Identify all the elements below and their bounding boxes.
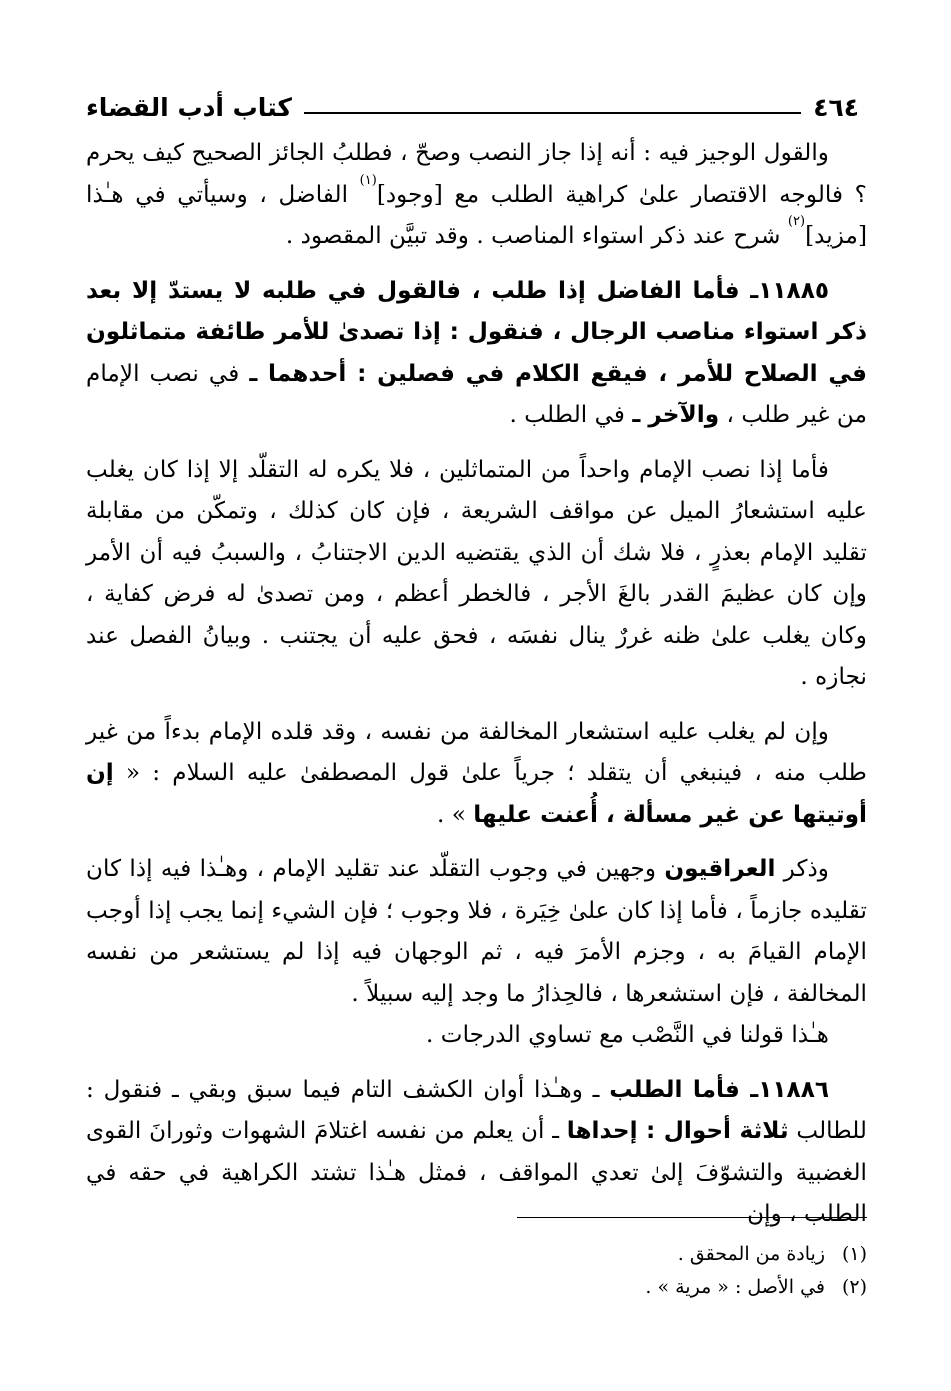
page-number: ٤٦٤ (813, 93, 859, 122)
paragraph-text: في نصب الإمام من غير طلب ، (86, 359, 867, 428)
paragraph-text: وذكر (775, 855, 830, 882)
footnote-number: (١) (841, 1243, 867, 1265)
bold-term: والآخر ـ (632, 401, 720, 428)
footnotes (86, 1238, 867, 1304)
main-text (86, 132, 867, 1235)
footnote-1 (86, 1238, 867, 1271)
paragraph-hadith (86, 711, 867, 836)
section-heading-11886: ١١٨٨٦ـ فأما الطلب (609, 1075, 829, 1103)
paragraph-text: في الطلب . (509, 401, 633, 428)
bold-term: ثلاثة أحوال : إحداها (566, 1117, 789, 1144)
footnote-ref-1: (١) (359, 172, 377, 188)
footnote-text: زيادة من المحقق . (677, 1243, 825, 1265)
hadith-quote: إن أوتيتها عن غير مسألة ، أُعنت عليها (86, 759, 867, 828)
section-heading-11885: ١١٨٨٥ـ فأما الفاضل إذا طلب ، فالقول في طلبه لا يستدّ إلا بعد ذكر استواء مناصب الرجال ، فنقول : إذا تصدىٰ للأمر طائفة متماثلون في الصلاح للأمر ، فيقع الكلام في فصلين : أحدهما ـ (86, 276, 867, 387)
running-header (86, 80, 859, 120)
paragraph-text: » . (436, 800, 474, 828)
paragraph-text: شرح عند ذكر استواء المناصب . وقد تبيَّن المقصود . (285, 222, 788, 249)
paragraph-text: وجهين في وجوب التقلّد عند تقليد الإمام ، وهـٰذا فيه إذا كان تقليده جازماً ، فأما إذا كان علىٰ خِيَرة ، فلا وجوب ؛ فإن الشيء إنما يجب إذا أوجب الإمام القيامَ به ، وجزم الأمرَ فيه ، ثم الوجهان فيه إذا لم يستشعر من نفسه المخالفة ، فإن استشعرها ، فالحِذارُ ما وجد إليه سبيلاً . (86, 855, 867, 1007)
paragraph-text: وإن لم يغلب عليه استشعار المخالفة من نفسه ، وقد قلده الإمام بدءاً من غير طلب منه ، فينبغي أن يتقلد ؛ جرياً علىٰ قول المصطفىٰ عليه السلام : « (86, 717, 867, 786)
footnote-ref-2: (٢) (787, 214, 806, 229)
footnote-text: في الأصل : « مرية » . (645, 1276, 825, 1298)
paragraph-appointment: فأما إذا نصب الإمام واحداً من المتماثلين ، فلا يكره له التقلّد إلا إذا كان يغلب عليه استشعارُ الميل عن مواقف الشريعة ، فإن كان كذلك ، وتمكّن من مقابلة تقليد الإمام بعذرٍ ، فلا شك أن الذي يقتضيه الدين الاجتنابُ ، والسببُ فيه أن الأمر وإن كان عظيمَ القدر بالغَ الأجر ، فالخطر أعظم ، ومن تصدىٰ له فرض كفاية ، وكان يغلب علىٰ ظنه غررٌ ينال نفسَه ، فحق عليه أن يجتنب . وبيانُ الفصل عند نجازه . (86, 455, 867, 690)
paragraph-text: الفاضل ، وسيأتي في هـٰذا [مزيد] (86, 180, 867, 249)
paragraph-11885 (86, 270, 867, 436)
paragraph-text: ـ أن يعلم من نفسه اغتلامَ الشهوات وثورانَ القوى الغضبية والتشوّفَ إلىٰ تعدي المواقف ، فمثل هـٰذا تشتد الكراهية في حقه في الطلب ، وإن (86, 1117, 867, 1227)
paragraph-iraqis (86, 848, 867, 1014)
paragraph-intro (86, 132, 867, 257)
footnote-separator (517, 1217, 867, 1218)
footnote-number: (٢) (841, 1276, 867, 1298)
paragraph-text: والقول الوجيز فيه : أنه إذا جاز النصب وصحّ ، فطلبُ الجائز الصحيح كيف يحرم ؟ فالوجه الاقتصار علىٰ كراهية الطلب مع [وجود] (86, 139, 867, 208)
book-title: كتاب أدب القضاء (86, 93, 292, 122)
paragraph-text: ـ وهـٰذا أوان الكشف التام فيما سبق وبقي ـ فنقول : للطالب (86, 1075, 867, 1144)
footnote-2 (86, 1271, 867, 1304)
header-rule (304, 112, 801, 114)
paragraph-summary: هـٰذا قولنا في النَّصْب مع تساوي الدرجات . (426, 1021, 829, 1048)
bold-term: العراقيون (664, 855, 776, 882)
paragraph-11886 (86, 1069, 867, 1235)
